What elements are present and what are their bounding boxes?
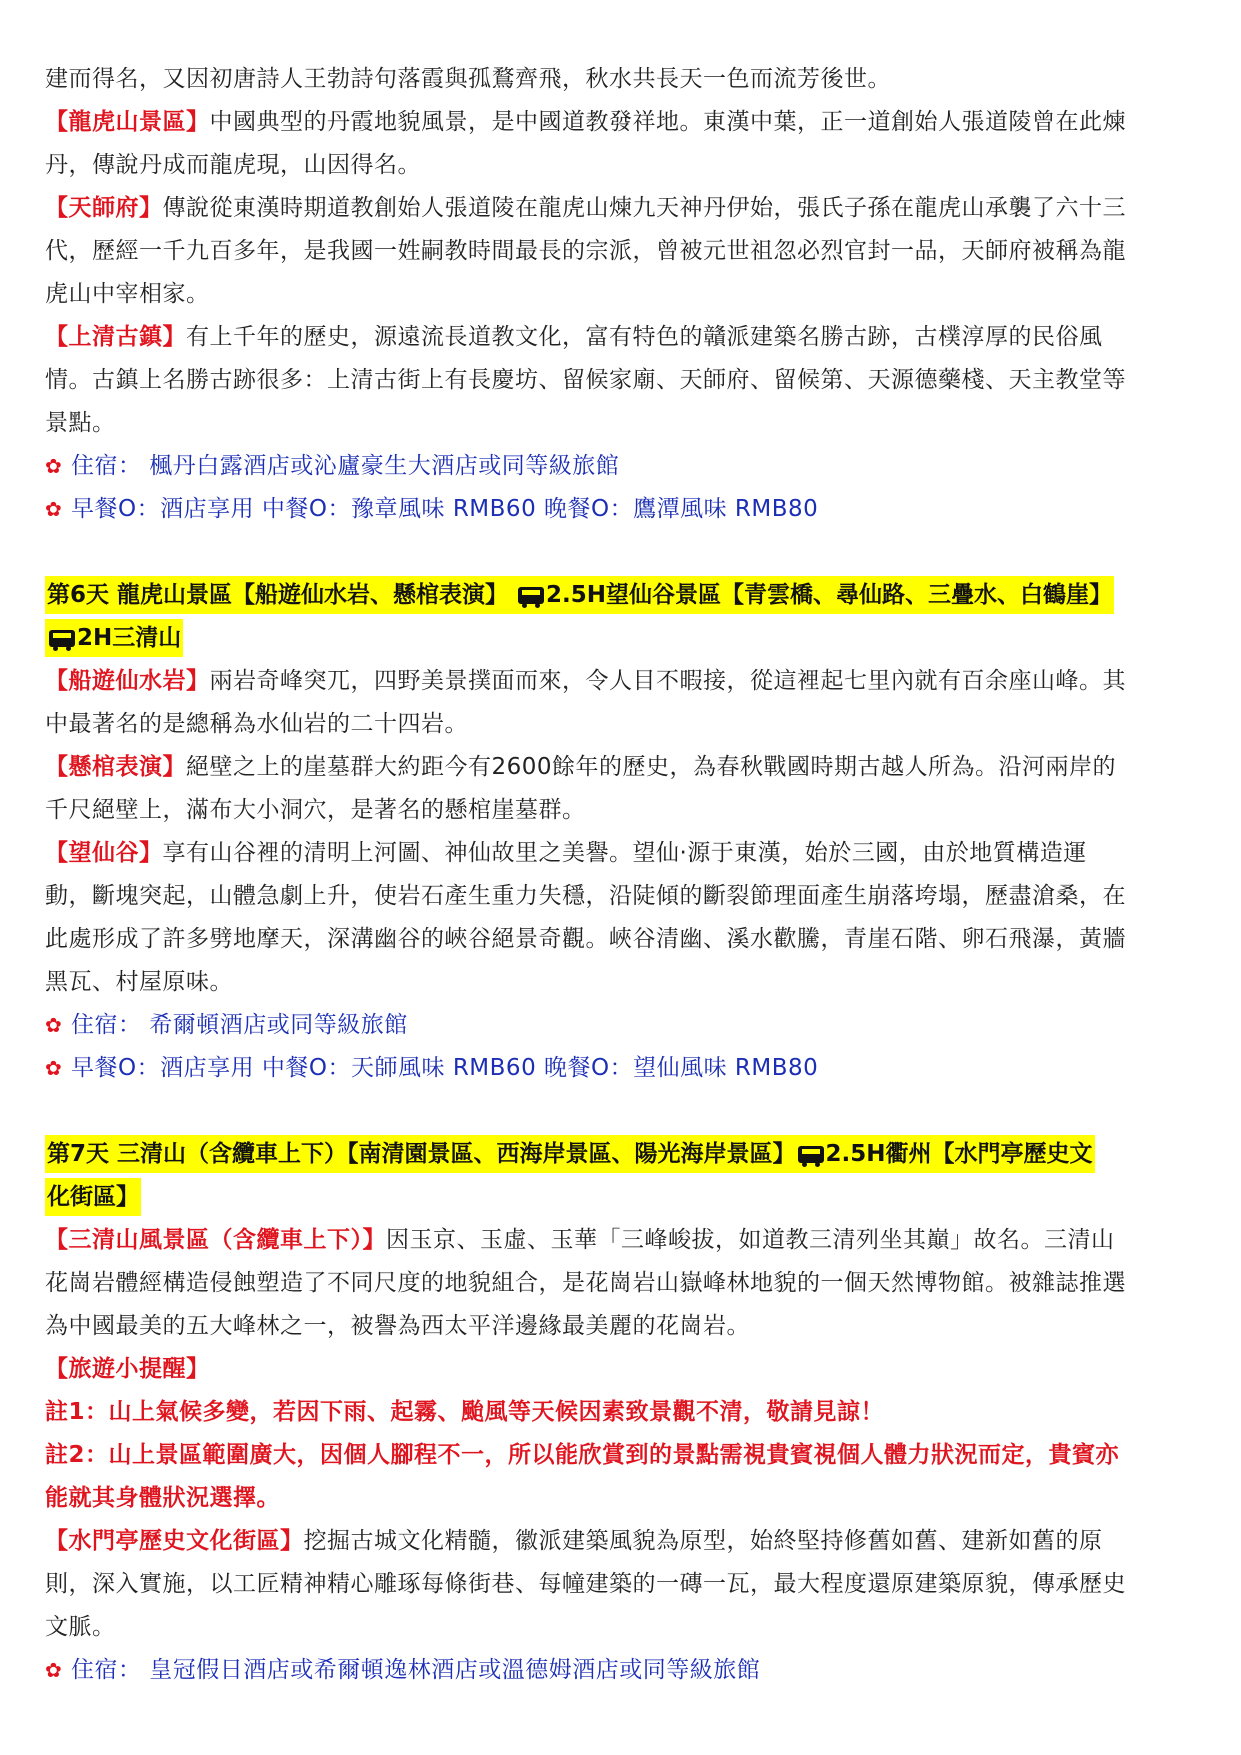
- day7-heading-a: 第7天 三清山（含纜車上下）【南清園景區、西海岸景區、陽光海岸景區】: [47, 1141, 796, 1167]
- longhu-paragraph: [45, 101, 1196, 144]
- tianshifu-text-3: 虎山中宰相家。: [45, 281, 210, 307]
- bus-icon: [518, 587, 544, 604]
- shuimen-text-1: 挖掘古城文化精髓，徽派建築風貌為原型，始終堅持修舊如舊、建新如舊的原: [303, 1528, 1103, 1554]
- boat-paragraph: [45, 660, 1196, 703]
- day6-lodging: [45, 1004, 1196, 1047]
- note-2-line-2: 能就其身體狀況選擇。: [45, 1485, 280, 1511]
- tianshifu-tag: 【天師府】: [45, 195, 163, 221]
- day6-lodging-text: 住宿： 希爾頓酒店或同等級旅館: [71, 1012, 408, 1038]
- shangqing-text-3: 景點。: [45, 410, 116, 436]
- sanqing-text-2: 花崗岩體經構造侵蝕塑造了不同尺度的地貌組合，是花崗岩山嶽峰林地貌的一個天然博物館。被雜誌推選: [45, 1270, 1126, 1296]
- note-1: 註1：山上氣候多變，若因下雨、起霧、颱風等天候因素致景觀不清，敬請見諒！: [45, 1399, 885, 1425]
- bus-icon: [798, 1146, 824, 1163]
- day6-heading: [45, 574, 1196, 617]
- day5-meals-text: 早餐O：酒店享用 中餐O：豫章風味 RMB60 晚餐O：鷹潭風味 RMB80: [71, 496, 819, 522]
- day7-heading-b: 2.5H衢州【水門亭歷史文: [825, 1141, 1093, 1167]
- sanqing-paragraph: [45, 1219, 1196, 1262]
- flower-icon: ✿: [45, 454, 63, 478]
- day7-lodging-text: 住宿： 皇冠假日酒店或希爾頓逸林酒店或溫德姆酒店或同等級旅館: [71, 1657, 761, 1683]
- day7-lodging: [45, 1649, 1196, 1692]
- day6-heading-b: 2.5H望仙谷景區【青雲橋、尋仙路、三疊水、白鶴崖】: [546, 582, 1113, 608]
- flower-icon: ✿: [45, 1056, 63, 1080]
- wangxian-text-3: 此處形成了許多劈地摩天，深溝幽谷的峽谷絕景奇觀。峽谷清幽、溪水歡騰，青崖石階、卵石飛瀑，黃牆: [45, 926, 1126, 952]
- bus-icon: [49, 630, 75, 647]
- flower-icon: ✿: [45, 1013, 63, 1037]
- day6-heading-line1: [45, 576, 1114, 614]
- wangxian-text-4: 黑瓦、村屋原味。: [45, 969, 233, 995]
- day7-heading-cont: [45, 1176, 1196, 1219]
- shangqing-text-2: 情。古鎮上名勝古跡很多：上清古街上有長慶坊、留候家廟、天師府、留候第、天源德藥棧、天主教堂等: [45, 367, 1126, 393]
- sanqing-tag: 【三清山風景區（含纜車上下）】: [45, 1227, 386, 1253]
- intro-text: 建而得名，又因初唐詩人王勃詩句落霞與孤鶩齊飛，秋水共長天一色而流芳後世。: [45, 66, 891, 92]
- day6-meals: [45, 1047, 1196, 1090]
- flower-icon: ✿: [45, 1658, 63, 1682]
- day5-lodging-text: 住宿： 楓丹白露酒店或沁廬豪生大酒店或同等級旅館: [71, 453, 620, 479]
- day6-meals-text: 早餐O：酒店享用 中餐O：天師風味 RMB60 晚餐O：望仙風味 RMB80: [71, 1055, 819, 1081]
- tianshifu-paragraph: [45, 187, 1196, 230]
- day7-heading-line1: [45, 1135, 1095, 1173]
- day6-heading-line2: [45, 619, 183, 657]
- coffin-paragraph: [45, 746, 1196, 789]
- shuimen-text-3: 文脈。: [45, 1614, 116, 1640]
- shangqing-paragraph: [45, 316, 1196, 359]
- tianshifu-text-1: 傳說從東漢時期道教創始人張道陵在龍虎山煉九天神丹伊始，張氏子孫在龍虎山承襲了六十三: [162, 195, 1126, 221]
- tianshifu-text-2: 代，歷經一千九百多年，是我國一姓嗣教時間最長的宗派，曾被元世祖忽必烈官封一品，天師府被稱為龍: [45, 238, 1126, 264]
- wangxian-text-2: 動，斷塊突起，山體急劇上升，使岩石產生重力失穩，沿陡傾的斷裂節理面產生崩落垮塌，歷盡滄桑，在: [45, 883, 1126, 909]
- shangqing-text-1: 有上千年的歷史，源遠流長道教文化，富有特色的贛派建築名勝古跡，古樸淳厚的民俗風: [186, 324, 1103, 350]
- day7-heading-c: 化街區】: [47, 1184, 139, 1210]
- day6-heading-c: 2H三清山: [77, 625, 182, 651]
- longhu-tag: 【龍虎山景區】: [45, 109, 210, 135]
- day6-heading-a: 第6天 龍虎山景區【船遊仙水岩、懸棺表演】: [47, 582, 509, 608]
- longhu-text-2: 丹，傳說丹成而龍虎現，山因得名。: [45, 152, 421, 178]
- day5-meals: [45, 488, 1196, 531]
- wangxian-text-1: 享有山谷裡的清明上河圖、神仙故里之美譽。望仙·源于東漢，始於三國，由於地質構造運: [162, 840, 1087, 866]
- day7-heading: [45, 1133, 1196, 1176]
- day7-heading-line2: [45, 1178, 141, 1216]
- flower-icon: ✿: [45, 497, 63, 521]
- longhu-text-1: 中國典型的丹霞地貌風景，是中國道教發祥地。東漢中葉，正一道創始人張道陵曾在此煉: [209, 109, 1126, 135]
- boat-text-2: 中最著名的是總稱為水仙岩的二十四岩。: [45, 711, 468, 737]
- sanqing-text-1: 因玉京、玉虛、玉華「三峰峻拔，如道教三清列坐其巔」故名。三清山: [386, 1227, 1115, 1253]
- coffin-text-1: 絕壁之上的崖墓群大約距今有2600餘年的歷史，為春秋戰國時期古越人所為。沿河兩岸的: [186, 754, 1117, 780]
- shuimen-paragraph: [45, 1520, 1196, 1563]
- shangqing-tag: 【上清古鎮】: [45, 324, 186, 350]
- day5-lodging: [45, 445, 1196, 488]
- spacer: [45, 531, 1196, 574]
- sanqing-text-3: 為中國最美的五大峰林之一，被譽為西太平洋邊緣最美麗的花崗岩。: [45, 1313, 750, 1339]
- boat-tag: 【船遊仙水岩】: [45, 668, 210, 694]
- tips-title: 【旅遊小提醒】: [45, 1356, 210, 1382]
- wangxian-paragraph: [45, 832, 1196, 875]
- wangxian-tag: 【望仙谷】: [45, 840, 163, 866]
- shuimen-text-2: 則，深入實施，以工匠精神精心雕琢每條街巷、每幢建築的一磚一瓦，最大程度還原建築原貌，傳承歷史: [45, 1571, 1126, 1597]
- boat-text-1: 兩岩奇峰突兀，四野美景撲面而來，令人目不暇接，從這裡起七里內就有百余座山峰。其: [209, 668, 1126, 694]
- shuimen-tag: 【水門亭歷史文化街區】: [45, 1528, 304, 1554]
- day6-heading-cont: [45, 617, 1196, 660]
- coffin-text-2: 千尺絕壁上，滿布大小洞穴，是著名的懸棺崖墓群。: [45, 797, 586, 823]
- note-2-line-1: 註2：山上景區範圍廣大，因個人腳程不一，所以能欣賞到的景點需視貴賓視個人體力狀況而定，貴賓亦: [45, 1442, 1120, 1468]
- spacer: [45, 1090, 1196, 1133]
- coffin-tag: 【懸棺表演】: [45, 754, 186, 780]
